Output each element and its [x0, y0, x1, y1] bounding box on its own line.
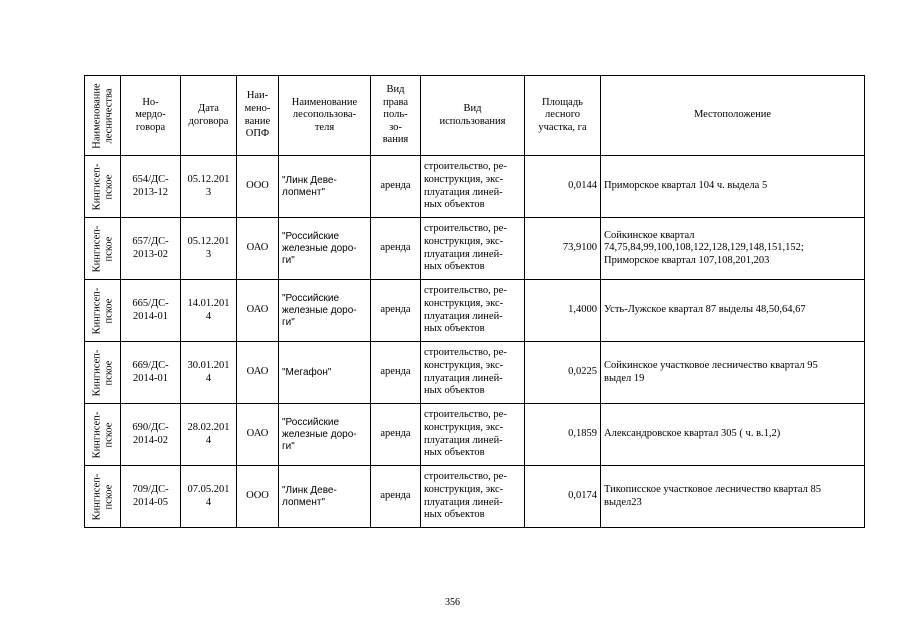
cell-forestry — [85, 156, 121, 218]
cell-opf: ОАО — [237, 280, 279, 342]
header-location-label: Местоположение — [693, 109, 772, 121]
cell-opf: ООО — [237, 156, 279, 218]
lease-register-table — [84, 75, 865, 528]
header-user — [279, 76, 371, 156]
cell-right: аренда — [371, 466, 421, 528]
cell-area: 0,0174 — [525, 466, 601, 528]
table-row — [85, 404, 865, 466]
header-area — [525, 76, 601, 156]
cell-forestry — [85, 404, 121, 466]
forestry-text: Кингисеп- пское — [90, 163, 114, 210]
cell-contract-no: 690/ДС- 2014-02 — [121, 404, 181, 466]
table-row — [85, 218, 865, 280]
cell-date: 28.02.201 4 — [181, 404, 237, 466]
cell-area: 0,1859 — [525, 404, 601, 466]
cell-area: 0,0144 — [525, 156, 601, 218]
cell-location: Усть-Лужское квартал 87 выделы 48,50,64,67 — [601, 280, 865, 342]
cell-usage: строительство, ре- конструкция, экс- плуатация линей- ных объектов — [421, 280, 525, 342]
header-area-label: Площадь лесного участка, га — [538, 96, 587, 133]
cell-usage: строительство, ре- конструкция, экс- плуатация линей- ных объектов — [421, 342, 525, 404]
cell-contract-no: 654/ДС- 2013-12 — [121, 156, 181, 218]
cell-opf: ОАО — [237, 404, 279, 466]
header-right-label: Вид права поль- зо- вания — [382, 84, 409, 146]
cell-user: "Мегафон" — [279, 342, 371, 404]
cell-location: Приморское квартал 104 ч. выдела 5 — [601, 156, 865, 218]
header-date-label: Дата договора — [188, 102, 229, 127]
cell-right: аренда — [371, 218, 421, 280]
cell-area: 73,9100 — [525, 218, 601, 280]
cell-area: 1,4000 — [525, 280, 601, 342]
cell-contract-no: 669/ДС- 2014-01 — [121, 342, 181, 404]
cell-opf: ОАО — [237, 218, 279, 280]
table-row — [85, 156, 865, 218]
table-row — [85, 466, 865, 528]
cell-date: 14.01.201 4 — [181, 280, 237, 342]
cell-forestry — [85, 466, 121, 528]
cell-contract-no: 709/ДС- 2014-05 — [121, 466, 181, 528]
cell-user: "Российские железные доро- ги" — [279, 218, 371, 280]
header-usage — [421, 76, 525, 156]
header-opf — [237, 76, 279, 156]
cell-usage: строительство, ре- конструкция, экс- плуатация линей- ных объектов — [421, 156, 525, 218]
cell-usage: строительство, ре- конструкция, экс- плуатация линей- ных объектов — [421, 218, 525, 280]
table-row — [85, 342, 865, 404]
cell-date: 05.12.201 3 — [181, 218, 237, 280]
cell-user: "Линк Деве- лопмент" — [279, 466, 371, 528]
header-forestry — [85, 76, 121, 156]
header-usage-label: Вид использования — [439, 102, 506, 127]
cell-usage: строительство, ре- конструкция, экс- плуатация линей- ных объектов — [421, 404, 525, 466]
cell-date: 05.12.201 3 — [181, 156, 237, 218]
cell-date: 30.01.201 4 — [181, 342, 237, 404]
header-right — [371, 76, 421, 156]
forestry-text: Кингисеп- пское — [90, 411, 114, 458]
cell-date: 07.05.201 4 — [181, 466, 237, 528]
forestry-text: Кингисеп- пское — [90, 349, 114, 396]
forestry-text: Кингисеп- пское — [90, 225, 114, 272]
cell-forestry — [85, 280, 121, 342]
cell-contract-no: 657/ДС- 2013-02 — [121, 218, 181, 280]
cell-location: Сойкинское участковое лесничество квартал 95 выдел 19 — [601, 342, 865, 404]
cell-opf: ОАО — [237, 342, 279, 404]
forestry-text: Кингисеп- пское — [90, 287, 114, 334]
cell-area: 0,0225 — [525, 342, 601, 404]
cell-location: Александровское квартал 305 ( ч. в.1,2) — [601, 404, 865, 466]
cell-right: аренда — [371, 342, 421, 404]
cell-forestry — [85, 218, 121, 280]
cell-location: Сойкинское квартал 74,75,84,99,100,108,122,128,129,148,151,152; Приморское квартал 107,108,201,203 — [601, 218, 865, 280]
cell-opf: ООО — [237, 466, 279, 528]
header-contract-no — [121, 76, 181, 156]
header-date — [181, 76, 237, 156]
header-contract-no-label: Но- мердо- говора — [135, 96, 166, 133]
table-body — [85, 156, 865, 528]
header-row — [85, 76, 865, 156]
header-opf-label: Наи- мено- вание ОПФ — [244, 90, 271, 140]
cell-user: "Российские железные доро- ги" — [279, 280, 371, 342]
header-location — [601, 76, 865, 156]
cell-location: Тикописское участковое лесничество квартал 85 выдел23 — [601, 466, 865, 528]
cell-right: аренда — [371, 404, 421, 466]
table-header — [85, 76, 865, 156]
header-user-label: Наименование лесопользова- теля — [291, 96, 358, 133]
page-number: 356 — [445, 597, 460, 608]
cell-right: аренда — [371, 156, 421, 218]
forestry-text: Кингисеп- пское — [90, 473, 114, 520]
header-forestry-label: Наименование лесничества — [90, 82, 114, 149]
cell-user: "Российские железные доро- ги" — [279, 404, 371, 466]
table-row — [85, 280, 865, 342]
cell-forestry — [85, 342, 121, 404]
cell-contract-no: 665/ДС- 2014-01 — [121, 280, 181, 342]
cell-right: аренда — [371, 280, 421, 342]
cell-user: "Линк Деве- лопмент" — [279, 156, 371, 218]
cell-usage: строительство, ре- конструкция, экс- плуатация линей- ных объектов — [421, 466, 525, 528]
